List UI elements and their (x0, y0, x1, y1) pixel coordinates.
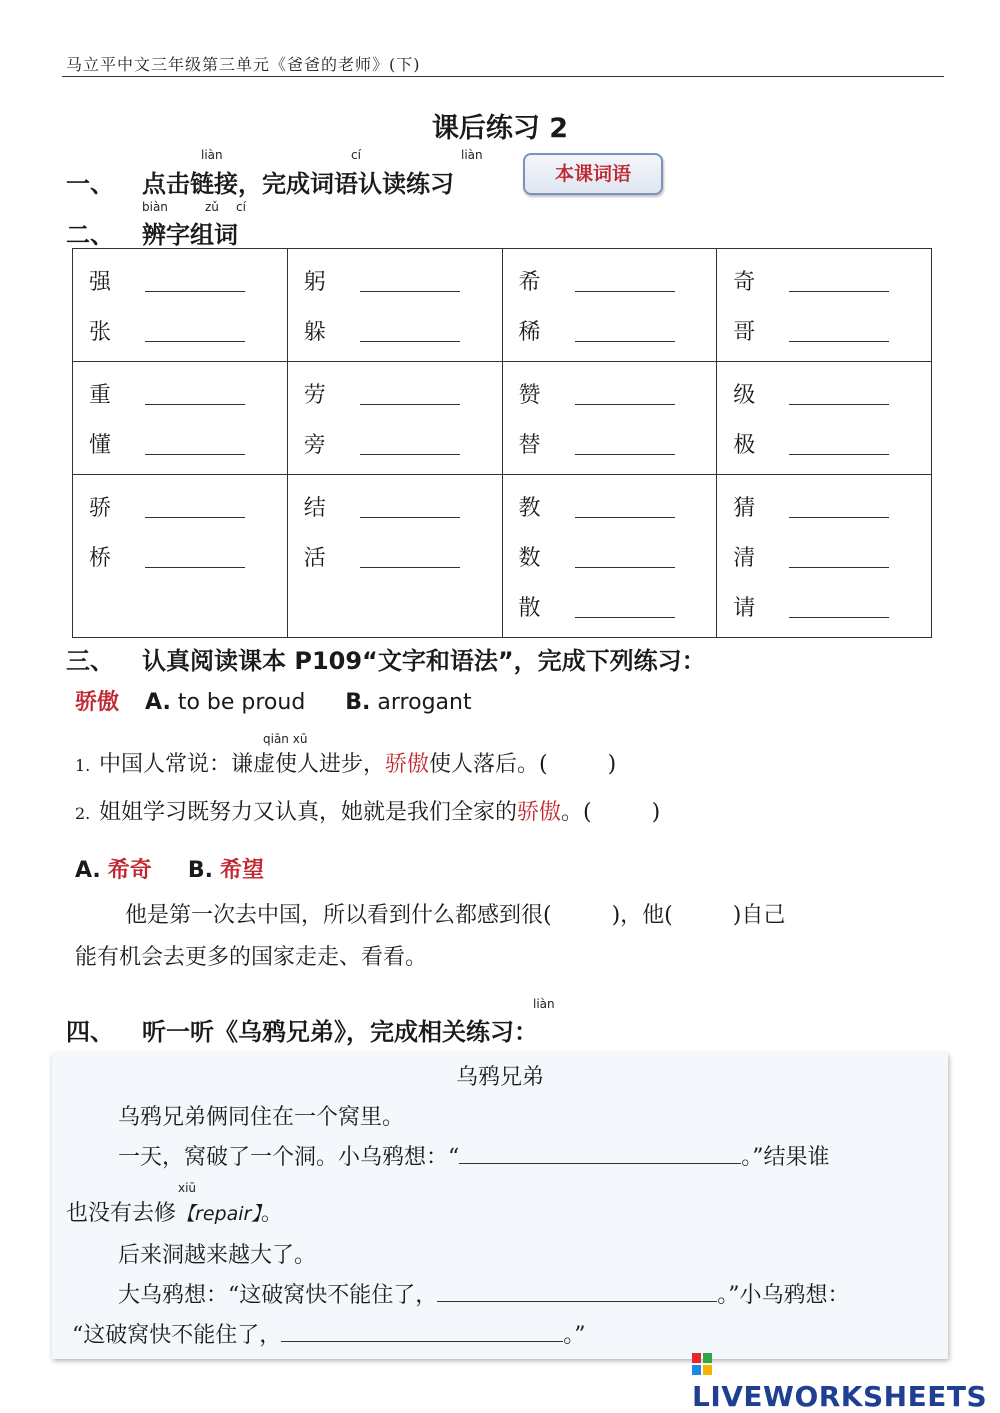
highlight-word: 骄傲 (385, 752, 430, 777)
char-row (717, 581, 931, 631)
char-row (288, 531, 502, 581)
word-blank[interactable] (360, 545, 460, 568)
grid-char: 哥 (733, 319, 756, 345)
story-gloss: 【repair】 (176, 1203, 261, 1225)
word-blank[interactable] (575, 595, 675, 618)
table-row (73, 249, 932, 362)
table-row (73, 362, 932, 475)
question-text: 。( (561, 800, 592, 825)
table-cell (73, 475, 288, 638)
options-hope (75, 853, 264, 884)
section-number: 三、 (66, 647, 114, 675)
word-group-table (72, 248, 932, 638)
pinyin: liàn (201, 148, 223, 162)
story-line (118, 1140, 830, 1171)
story-line (72, 1318, 586, 1349)
story-title: 乌鸦兄弟 (455, 1065, 544, 1090)
char-row (503, 305, 717, 355)
question-2 (75, 795, 660, 826)
section-3 (66, 641, 706, 676)
grid-char: 极 (733, 432, 756, 458)
grid-char: 猜 (733, 495, 756, 521)
word-blank[interactable] (145, 495, 245, 518)
paragraph-text: )自己 (732, 903, 786, 928)
grid-char: 赞 (518, 382, 541, 408)
word-blank[interactable] (789, 595, 889, 618)
word-blank[interactable] (575, 319, 675, 342)
char-row (73, 305, 287, 355)
question-text: 使人落后。( (429, 752, 548, 777)
question-text: ) (607, 752, 617, 777)
word-blank[interactable] (145, 269, 245, 292)
char-row (73, 418, 287, 468)
story-line: 后来洞越来越大了。 (118, 1243, 317, 1268)
grid-char: 稀 (518, 319, 541, 345)
grid-char: 清 (733, 545, 756, 571)
story-line: 乌鸦兄弟俩同住在一个窝里。 (118, 1105, 405, 1130)
word-blank[interactable] (360, 382, 460, 405)
table-row (73, 475, 932, 638)
word-blank[interactable] (145, 382, 245, 405)
grid-char: 结 (303, 495, 326, 521)
story-text: “这破窝快不能住了， (72, 1323, 282, 1348)
table-cell (287, 362, 502, 475)
char-row (73, 255, 287, 305)
char-row (503, 481, 717, 531)
char-row (503, 581, 717, 631)
story-text: 。” (563, 1323, 586, 1348)
char-row (288, 305, 502, 355)
word-blank[interactable] (789, 269, 889, 292)
word-blank[interactable] (575, 432, 675, 455)
pinyin: cí (236, 200, 246, 214)
pinyin: xiū (178, 1181, 197, 1195)
char-row (73, 368, 287, 418)
story-text: 大乌鸦想：“这破窝快不能住了， (118, 1283, 438, 1308)
section-number: 四、 (66, 1018, 114, 1046)
question-number: 1. (75, 756, 91, 775)
table-cell (287, 475, 502, 638)
story-text: 。”结果谁 (741, 1145, 830, 1170)
word-blank[interactable] (145, 545, 245, 568)
table-cell (717, 249, 932, 362)
char-row (73, 481, 287, 531)
section-4-text: 听一听《乌鸦兄弟》，完成相关练习： (142, 1018, 538, 1046)
table-cell (73, 362, 288, 475)
table-cell (502, 249, 717, 362)
pinyin: biàn (142, 200, 168, 214)
char-row (73, 531, 287, 581)
grid-char: 躲 (303, 319, 326, 345)
option-a-label: A. (75, 858, 101, 883)
pinyin: qiān xū (263, 732, 308, 746)
question-number: 2. (75, 804, 91, 823)
page-header: 马立平中文三年级第三单元《爸爸的老师》(下) (66, 55, 421, 74)
paragraph-text: 他是第一次去中国，所以看到什么都感到很( (125, 903, 552, 928)
word-blank[interactable] (575, 269, 675, 292)
grid-char: 级 (733, 382, 756, 408)
word-blank[interactable] (789, 319, 889, 342)
char-row (717, 418, 931, 468)
option-a-text: to be proud (177, 690, 306, 715)
grid-char: 希 (518, 269, 541, 295)
word-blank[interactable] (575, 545, 675, 568)
char-row (503, 368, 717, 418)
grid-char: 强 (89, 269, 112, 295)
word-blank[interactable] (789, 382, 889, 405)
grid-char: 躬 (303, 269, 326, 295)
word-blank[interactable] (575, 382, 675, 405)
grid-char: 旁 (303, 432, 326, 458)
logo-text: LIVEWORKSHEETS (692, 1380, 988, 1413)
char-row (503, 255, 717, 305)
word-blank[interactable] (360, 495, 460, 518)
pinyin: liàn (533, 997, 555, 1011)
story-text: 。”小乌鸦想： (717, 1283, 850, 1308)
table-cell (717, 475, 932, 638)
table-cell (287, 249, 502, 362)
table-cell (502, 362, 717, 475)
story-text: 一天，窝破了一个洞。小乌鸦想：“ (118, 1145, 460, 1170)
option-a-label: A. (145, 690, 171, 715)
word-blank[interactable] (789, 545, 889, 568)
paragraph-text: )，他( (611, 903, 673, 928)
story-line (118, 1278, 850, 1309)
word-blank[interactable] (789, 495, 889, 518)
word-blank[interactable] (360, 269, 460, 292)
char-row (717, 481, 931, 531)
pinyin: cí (351, 148, 361, 162)
vocab-link-button[interactable]: 本课词语 (523, 153, 663, 195)
options-proud (75, 685, 472, 716)
char-row (717, 255, 931, 305)
section-2 (66, 215, 238, 250)
question-1 (75, 747, 616, 778)
liveworksheets-icon (692, 1353, 712, 1375)
grid-char: 请 (733, 595, 756, 621)
section-4 (66, 1012, 538, 1047)
pinyin: liàn (461, 148, 483, 162)
char-row (503, 418, 717, 468)
liveworksheets-logo (692, 1347, 1000, 1413)
option-b-word: 希望 (219, 858, 264, 883)
story-line (66, 1196, 283, 1227)
grid-char: 散 (518, 595, 541, 621)
option-b-text: arrogant (377, 690, 472, 715)
word-blank[interactable] (145, 432, 245, 455)
option-b-label: B. (187, 858, 213, 883)
paragraph-text: 能有机会去更多的国家走走、看看。 (75, 945, 428, 970)
section-1-text: 点击链接，完成词语认读练习 (142, 170, 454, 198)
grid-char: 替 (518, 432, 541, 458)
grid-char: 奇 (733, 269, 756, 295)
section-3-text: 认真阅读课本 P109“文字和语法”，完成下列练习： (142, 647, 706, 675)
grid-char: 活 (303, 545, 326, 571)
question-text: ) (651, 800, 661, 825)
grid-char: 教 (518, 495, 541, 521)
char-row (503, 531, 717, 581)
story-blank-2[interactable] (437, 1279, 717, 1302)
header-divider (62, 76, 944, 77)
grid-char: 重 (89, 382, 112, 408)
story-text: 。 (260, 1201, 283, 1226)
section-number: 一、 (66, 170, 114, 198)
pinyin: zǔ (205, 200, 219, 214)
word-blank[interactable] (575, 495, 675, 518)
char-row (288, 418, 502, 468)
word-blank[interactable] (145, 319, 245, 342)
story-text: 也没有去修 (66, 1201, 177, 1226)
char-row (288, 255, 502, 305)
question-text: 中国人常说：谦虚使人进步， (99, 752, 386, 777)
grid-char: 数 (518, 545, 541, 571)
grid-char: 桥 (89, 545, 112, 571)
char-row (717, 305, 931, 355)
story-blank-3[interactable] (281, 1319, 563, 1342)
table-cell (73, 249, 288, 362)
word-blank[interactable] (360, 319, 460, 342)
grid-char: 劳 (303, 382, 326, 408)
section-1 (66, 164, 454, 199)
story-blank-1[interactable] (459, 1141, 741, 1164)
section-2-text: 辨字组词 (142, 221, 238, 249)
word-blank[interactable] (789, 432, 889, 455)
highlight-word: 骄傲 (517, 800, 562, 825)
char-row (288, 481, 502, 531)
table-cell (502, 475, 717, 638)
grid-char: 骄 (89, 495, 112, 521)
question-text: 姐姐学习既努力又认真，她就是我们全家的 (99, 800, 518, 825)
page-title: 课后练习 2 (431, 113, 569, 144)
fill-paragraph (75, 895, 965, 979)
table-cell (717, 362, 932, 475)
option-a-word: 希奇 (107, 858, 152, 883)
grid-char: 张 (89, 319, 112, 345)
section-number: 二、 (66, 221, 114, 249)
word-blank[interactable] (360, 432, 460, 455)
option-b-label: B. (345, 690, 371, 715)
char-row (288, 368, 502, 418)
target-word: 骄傲 (75, 690, 120, 715)
char-row (717, 531, 931, 581)
char-row (717, 368, 931, 418)
grid-char: 懂 (89, 432, 112, 458)
